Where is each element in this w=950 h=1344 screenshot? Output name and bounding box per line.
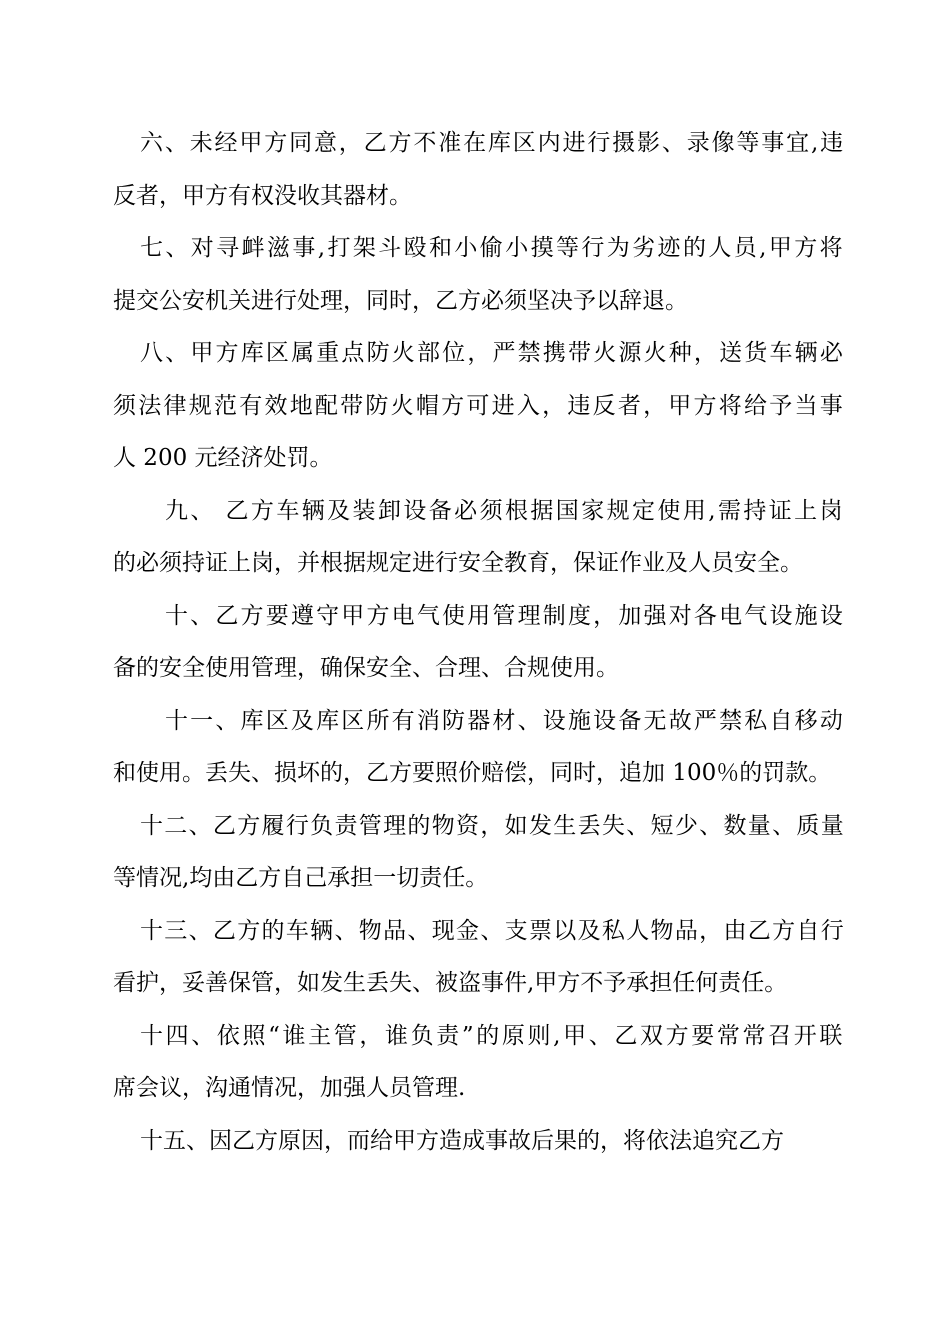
clause-8-line-2: 须法律规范有效地配带防火帽方可进入，违反者，甲方将给予当事 bbox=[113, 392, 845, 419]
clause-7-paragraph bbox=[113, 222, 845, 327]
clause-15-line-1: 十五、因乙方原因，而给甲方造成事故后果的，将依法追究乙方 bbox=[140, 1127, 784, 1154]
clause-12-line-2: 等情况,均由乙方自己承担一切责任。 bbox=[113, 865, 489, 891]
clause-11-line-2: 和使用。丢失、损坏的，乙方要照价赔偿，同时，追加 100％的罚款。 bbox=[113, 760, 832, 786]
clause-13-line-1: 十三、乙方的车辆、物品、现金、支票以及私人物品，由乙方自行 bbox=[140, 917, 845, 944]
clause-12-line-1: 十二、乙方履行负责管理的物资，如发生丢失、短少、数量、质量 bbox=[140, 812, 845, 839]
clause-13-paragraph bbox=[113, 905, 845, 1010]
clause-7-line-2: 提交公安机关进行处理，同时，乙方必须坚决予以辞退。 bbox=[113, 287, 688, 314]
clause-7-line-1: 七、对寻衅滋事,打架斗殴和小偷小摸等行为劣迹的人员,甲方将 bbox=[140, 235, 845, 261]
clause-13-line-2: 看护，妥善保管，如发生丢失、被盗事件,甲方不予承担任何责任。 bbox=[113, 970, 788, 996]
clause-10-line-1: 十、乙方要遵守甲方电气使用管理制度，加强对各电气设施设 bbox=[165, 602, 845, 629]
clause-8-line-3: 人 200 元经济处罚。 bbox=[113, 445, 333, 471]
clause-9-paragraph bbox=[113, 485, 845, 590]
clause-12-paragraph bbox=[113, 800, 845, 905]
document-body bbox=[113, 117, 845, 1167]
clause-10-line-2: 备的安全使用管理，确保安全、合理、合规使用。 bbox=[113, 655, 619, 681]
clause-8-line-1: 八、甲方库区属重点防火部位，严禁携带火源火种，送货车辆必 bbox=[140, 340, 845, 366]
clause-15-paragraph bbox=[113, 1115, 845, 1168]
clause-10-paragraph bbox=[113, 590, 845, 695]
clause-14-paragraph bbox=[113, 1010, 845, 1115]
clause-6-line-2: 反者，甲方有权没收其器材。 bbox=[113, 182, 412, 209]
clause-8-paragraph bbox=[113, 327, 845, 485]
clause-11-paragraph bbox=[113, 695, 845, 800]
clause-14-line-2: 席会议，沟通情况，加强人员管理. bbox=[113, 1075, 466, 1101]
clause-9-line-1: 九、 乙方车辆及装卸设备必须根据国家规定使用,需持证上岗 bbox=[165, 497, 845, 524]
clause-11-line-1: 十一、库区及库区所有消防器材、设施设备无故严禁私自移动 bbox=[165, 707, 845, 734]
clause-6-line-1: 六、未经甲方同意，乙方不准在库区内进行摄影、录像等事宜,违 bbox=[140, 130, 845, 156]
clause-9-line-2: 的必须持证上岗，并根据规定进行安全教育，保证作业及人员安全。 bbox=[113, 550, 803, 576]
clause-6-paragraph bbox=[113, 117, 845, 222]
clause-14-line-1: 十四、依照“谁主管，谁负责”的原则,甲、乙双方要常常召开联 bbox=[140, 1022, 845, 1049]
